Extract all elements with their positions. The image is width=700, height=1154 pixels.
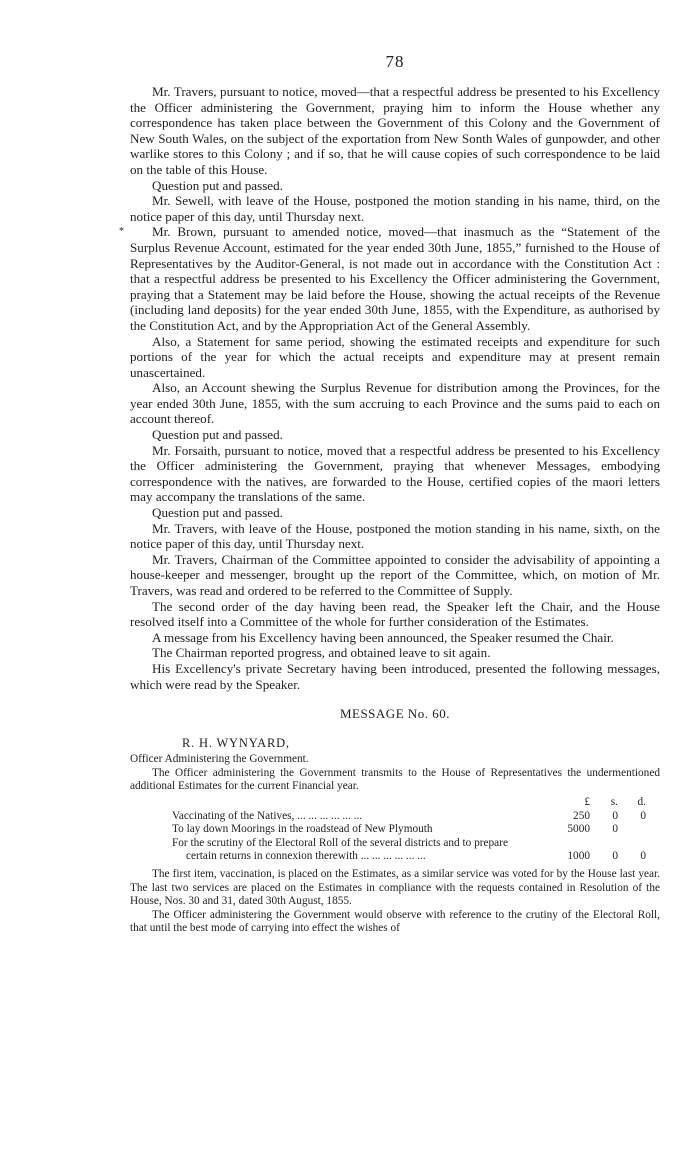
paragraph: His Excellency's private Secretary having been introduced, presented the following messages, which were read by the Speaker.	[130, 660, 660, 692]
paragraph: Mr. Travers, pursuant to notice, moved—that a respectful address be presented to his Excellency the Officer administering the Government, praying him to inform the House whether any correspondence has taken place between the Government of this Colony and the Government of New South Wales, on the subject of the exportation from New Sonth Wales of gunpowder, and other warlike stores to this Colony ; and if so, that he will cause copies of such correspondence to be laid on the table of this House.	[130, 84, 660, 177]
paragraph: A message from his Excellency having been announced, the Speaker resumed the Chair.	[152, 629, 614, 645]
estimate-item: To lay down Moorings in the roadstead of New Plymouth	[172, 823, 433, 836]
estimate-shillings: 0	[612, 823, 618, 836]
message-body	[130, 736, 660, 936]
pence-header: d.	[637, 795, 646, 808]
paragraph: Mr. Travers, Chairman of the Committee appointed to consider the advisability of appointing a house-keeper and messenger, brought up the report of the Committee, which, on motion of Mr. Travers, was read and ordered to be referred to the Committee of Supply.	[130, 551, 660, 598]
message-office: Officer Administering the Government.	[130, 753, 309, 766]
pounds-header: £	[584, 795, 590, 808]
estimate-row	[130, 810, 660, 824]
estimate-pounds: 250	[573, 809, 590, 822]
paragraph: Also, a Statement for same period, showing the estimated receipts and expenditure for such portions of the year for which the actual receipts and expenditure may at present remain unascertained.	[130, 333, 660, 380]
paragraph: Mr. Brown, pursuant to amended notice, moved—that inasmuch as the “Statement of the Surplus Revenue Account, estimated for the year ended 30th June, 1855,” furnished to the House of Representatives by the Auditor-General, is not made out in accordance with the Constitution Act : that a respectful address be presented to his Excellency the Officer administering the Government, praying that a Statement may be laid before the House, showing the actual receipts of the Revenue (including land deposits) for the year ended 30th June, 1855, with the Expenditure, as authorised by the Constitution Act, and by the Appropriation Act of the General Assembly.	[130, 224, 660, 333]
paragraph: Question put and passed.	[152, 505, 283, 521]
estimate-row	[130, 837, 660, 864]
shillings-header: s.	[610, 795, 618, 808]
paragraph: Question put and passed.	[152, 177, 283, 193]
proceedings-text	[130, 84, 660, 692]
paragraph: Mr. Travers, with leave of the House, postponed the motion standing in his name, sixth, on the notice paper of this day, until Thursday next.	[130, 520, 660, 552]
estimate-pence: 0	[640, 809, 646, 822]
paragraph: Mr. Forsaith, pursuant to notice, moved that a respectful address be presented to his Excellency the Officer administering the Government, praying that whenever Messages, embodying correspondence with the natives, are forwarded to the House, certified copies of the maori letters may accompany the translations of the same.	[130, 442, 660, 505]
estimate-shillings: 0	[612, 850, 618, 863]
estimate-row	[130, 823, 660, 837]
message-intro: The Officer administering the Government transmits to the House of Representatives the undermentioned additional Estimates for the current Financial year.	[130, 766, 660, 793]
paragraph: Question put and passed.	[152, 427, 283, 443]
paragraph: The Chairman reported progress, and obtained leave to sit again.	[152, 645, 491, 661]
margin-mark: *	[119, 226, 124, 237]
estimate-pence: 0	[640, 850, 646, 863]
paragraph: Mr. Sewell, with leave of the House, postponed the motion standing in his name, third, on the notice paper of this day, until Thursday next.	[130, 193, 660, 224]
currency-header	[130, 796, 660, 810]
estimate-pounds: 1000	[567, 850, 590, 863]
message-paragraph: The Officer administering the Government would observe with reference to the crutiny of the Electoral Roll, that until the best mode of carrying into effect the wishes of	[130, 908, 660, 935]
message-title: MESSAGE No. 60.	[339, 706, 451, 722]
estimates-table	[130, 796, 660, 864]
estimate-pence	[618, 823, 646, 837]
estimate-shillings: 0	[612, 809, 618, 822]
paragraph: Also, an Account shewing the Surplus Revenue for distribution among the Provinces, for the year ended 30th June, 1855, with the sum accruing to each Province and the sums paid to each on account thereof.	[130, 380, 660, 427]
message-signature: R. H. WYNYARD,	[182, 736, 290, 751]
estimate-item: Vaccinating of the Natives, ... ... ... ... ... ...	[172, 809, 363, 822]
message-paragraph: The first item, vaccination, is placed on the Estimates, as a similar service was voted for by the House last year. The last two services are placed on the Estimates in compliance with the requests contained in Resolution of the House, Nos. 30 and 31, dated 30th August, 1855.	[130, 867, 660, 908]
page-number: 78	[385, 52, 405, 71]
estimate-item: For the scrutiny of the Electoral Roll of the several districts and to prepare certain returns in connexion therewith ... ... ... ... ... ...	[172, 836, 508, 863]
paragraph: The second order of the day having been read, the Speaker left the Chair, and the House resolved itself into a Committee of the whole for further consideration of the Estimates.	[130, 598, 660, 630]
estimate-pounds: 5000	[567, 823, 590, 836]
